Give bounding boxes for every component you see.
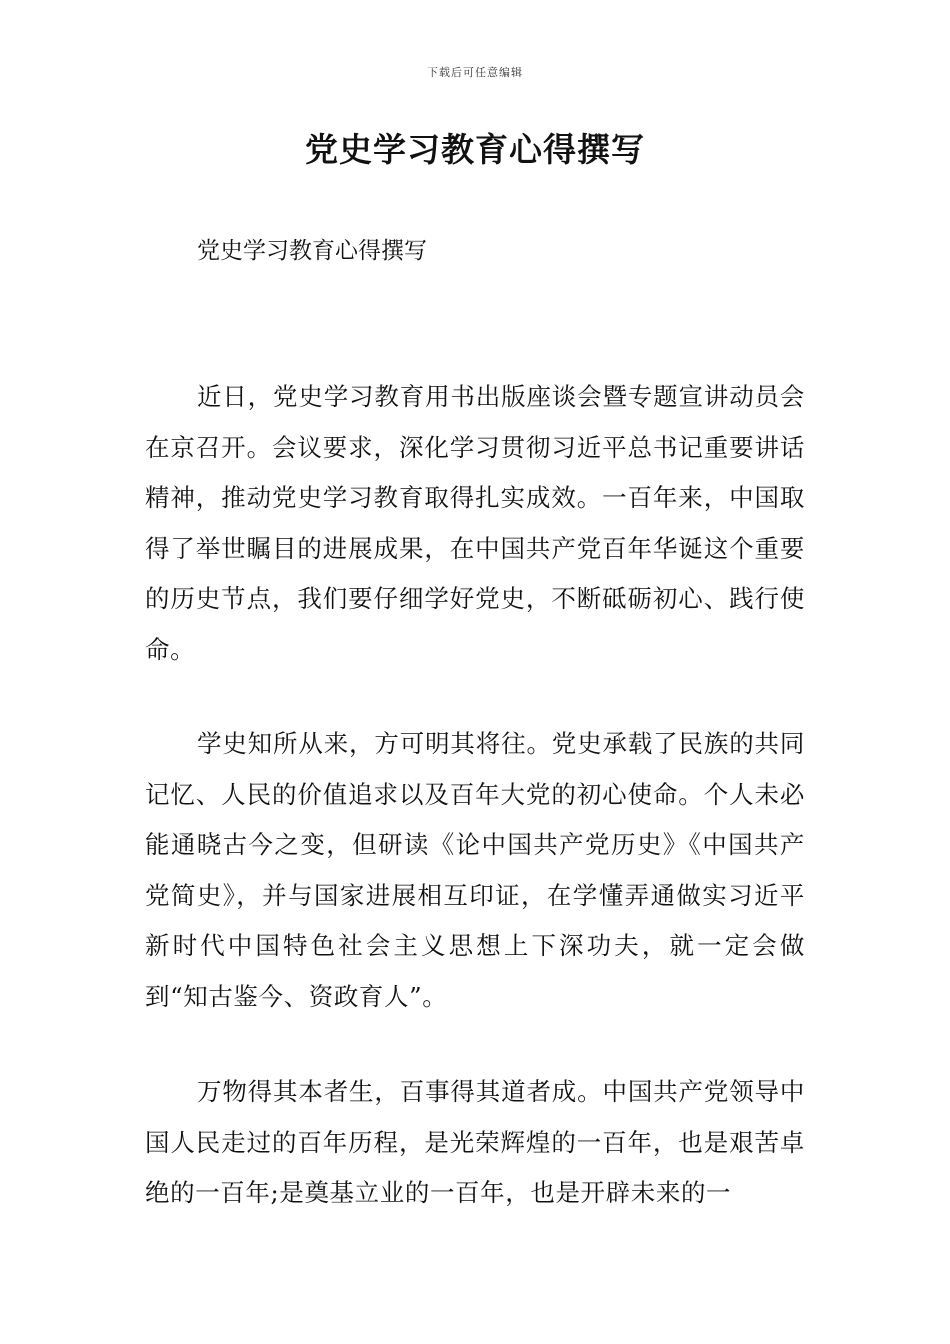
header-note: 下载后可任意编辑 [427, 66, 523, 79]
paragraph-1: 近日，党史学习教育用书出版座谈会暨专题宣讲动员会在京召开。会议要求，深化学习贯彻习近平总书记重要讲话精神，推动党史学习教育取得扎实成效。一百年来，中国取得了举世瞩目的进展成果，在中国共产党百年华诞这个重要的历史节点，我们要仔细学好党史，不断砥砺初心、践行使命。 [145, 382, 805, 664]
paragraph-2: 学史知所从来，方可明其将往。党史承载了民族的共同记忆、人民的价值追求以及百年大党的初心使命。个人未必能通晓古今之变，但研读《论中国共产党历史》《中国共产党简史》，并与国家进展相互印证，在学懂弄通做实习近平新时代中国特色社会主义思想上下深功夫，就一定会做到“知古鉴今、资政育人”。 [145, 729, 805, 1011]
document-title: 党史学习教育心得撰写 [305, 130, 645, 169]
document-subtitle: 党史学习教育心得撰写 [197, 238, 427, 264]
paragraph-3: 万物得其本者生，百事得其道者成。中国共产党领导中国人民走过的百年历程，是光荣辉煌的一百年，也是艰苦卓绝的一百年;是奠基立业的一百年，也是开辟未来的一 [145, 1077, 805, 1207]
